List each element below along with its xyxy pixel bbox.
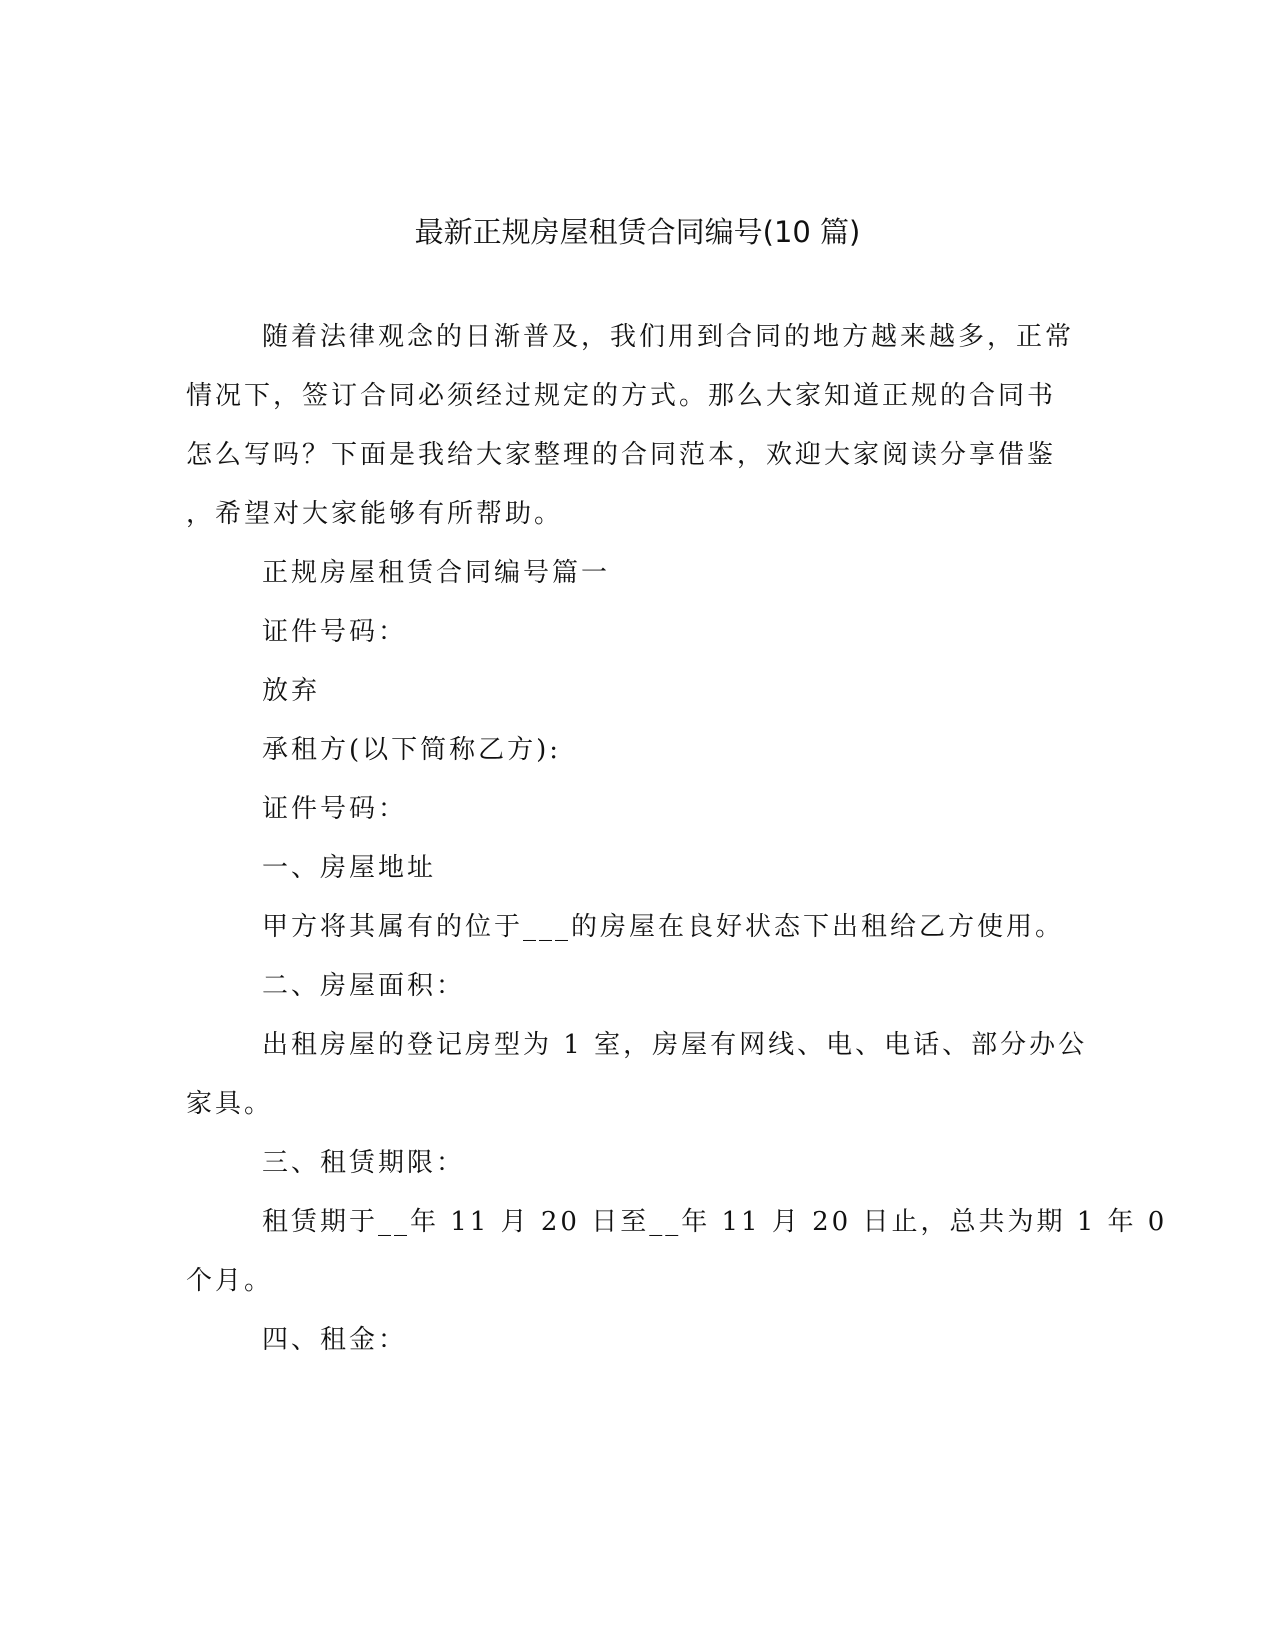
intro-line-3: 怎么写吗？下面是我给大家整理的合同范本，欢迎大家阅读分享借鉴	[186, 440, 1057, 470]
clause-1-text: 甲方将其属有的位于___的房屋在良好状态下出租给乙方使用。	[262, 912, 1065, 942]
document-title: 最新正规房屋租赁合同编号(10 篇)	[414, 215, 861, 249]
clause-2-heading: 二、房屋面积：	[262, 971, 466, 1001]
section-heading: 正规房屋租赁合同编号篇一	[262, 558, 611, 588]
clause-3-text-line-2: 个月。	[186, 1266, 274, 1296]
waive-text: 放弃	[262, 676, 321, 706]
clause-4-heading: 四、租金：	[262, 1325, 408, 1355]
id-number-label-2: 证件号码：	[262, 794, 408, 824]
clause-3-heading: 三、租赁期限：	[262, 1148, 466, 1178]
intro-line-2: 情况下，签订合同必须经过规定的方式。那么大家知道正规的合同书	[186, 381, 1057, 411]
clause-2-text-line-1: 出租房屋的登记房型为 1 室，房屋有网线、电、电话、部分办公	[262, 1030, 1088, 1060]
intro-line-1: 随着法律观念的日渐普及，我们用到合同的地方越来越多，正常	[262, 322, 1075, 352]
clause-2-text-line-2: 家具。	[186, 1089, 274, 1119]
id-number-label-1: 证件号码：	[262, 617, 408, 647]
lessee-label: 承租方(以下简称乙方):	[262, 735, 562, 765]
intro-line-4: ，希望对大家能够有所帮助。	[186, 499, 564, 529]
clause-3-text-line-1: 租赁期于__年 11 月 20 日至__年 11 月 20 日止，总共为期 1 年 0	[262, 1207, 1168, 1237]
clause-1-heading: 一、房屋地址	[262, 853, 437, 883]
